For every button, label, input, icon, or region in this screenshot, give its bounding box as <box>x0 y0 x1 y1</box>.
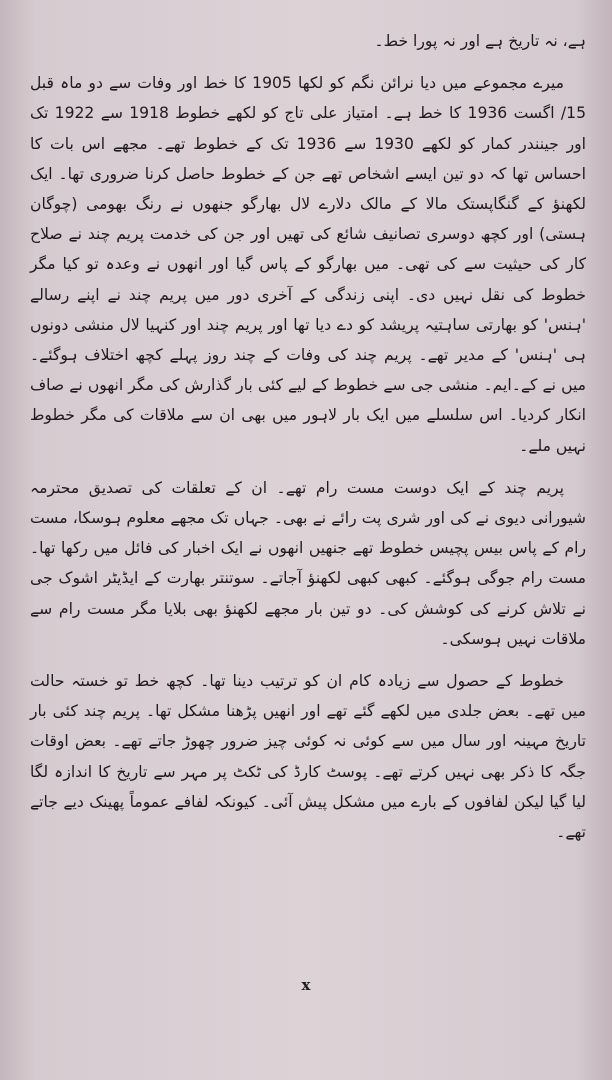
paragraph-2: میرے مجموعے میں دیا نرائن نگم کو لکھا 1905 کا خط اور وفات سے دو ماہ قبل 15/ اگست 1936 کا خط ہے۔ امتیاز علی تاج کو لکھے خطوط 1918 سے 1922 تک اور جینندر کمار کو لکھے 1930 سے 1936 تک کے خطوط تھے۔ مجھے اس بات کا احساس تھا کہ دو تین ایسے اشخاص تھے جن کے خطوط حاصل کرنا ضروری تھا۔ ایک لکھنؤ کے گنگاپستک مالا کے مالک دلارے لال بھارگو جنھوں نے رنگ بھومی (چوگان ہستی) اور کچھ دوسری تصانیف شائع کی تھیں اور جن کی خدمت پریم چند نے صلاح کار کی حیثیت سے کی تھی۔ میں بھارگو کے پاس گیا اور انھوں نے وعدہ تو کیا مگر خطوط کی نقل نہیں دی۔ اپنی زندگی کے آخری دور میں پریم چند نے اپنے رسالے 'ہنس' کو بھارتی ساہتیہ پریشد کو دے دیا تھا اور پریم چند اور کنہیا لال منشی دونوں ہی 'ہنس' کے مدیر تھے۔ پریم چند کی وفات کے چند روز پہلے کچھ اختلاف ہوگئے۔ میں نے کے۔ایم۔ منشی جی سے خطوط کے لیے کئی بار گذارش کی مگر انھوں نے صاف انکار کردیا۔ اس سلسلے میں ایک بار لاہور میں بھی ان سے ملاقات کی مگر خطوط نہیں ملے۔ <box>30 74 586 455</box>
page-number: x <box>301 976 311 994</box>
paragraph-1: ہے، نہ تاریخ ہے اور نہ پورا خط۔ <box>374 32 586 50</box>
page-text <box>30 26 586 859</box>
paragraph-3: پریم چند کے ایک دوست مست رام تھے۔ ان کے تعلقات کی تصدیق محترمہ شیورانی دیوی نے کی اور شری پت رائے نے بھی۔ جہاں تک مجھے معلوم ہوسکا، مست رام کے پاس بیس پچیس خطوط تھے جنھیں انھوں نے ایک اخبار کی فائل میں رکھا تھا۔ مست رام جوگی ہوگئے۔ کبھی کبھی لکھنؤ آجاتے۔ سوتنتر بھارت کے ایڈیٹر اشوک جی نے تلاش کرنے کی کوشش کی۔ دو تین بار مجھے لکھنؤ بھی بلایا مگر مست رام سے ملاقات نہیں ہوسکی۔ <box>30 478 586 648</box>
paragraph-4: خطوط کے حصول سے زیادہ کام ان کو ترتیب دینا تھا۔ کچھ خط تو خستہ حالت میں تھے۔ بعض جلدی میں لکھے گئے تھے اور انھیں پڑھنا مشکل تھا۔ پریم چند کئی بار تاریخ مہینہ اور سال میں سے کوئی نہ کوئی چیز ضرور چھوڑ جاتے تھے۔ بعض اوقات جگہ کا ذکر بھی نہیں کرتے تھے۔ پوسٹ کارڈ کی ٹکٹ پر مہر سے تاریخ کا اندازہ لگا لیا گیا لیکن لفافوں کے بارے میں مشکل پیش آئی۔ کیونکہ لفافے عموماً پھینک دیے جاتے تھے۔ <box>30 672 586 842</box>
